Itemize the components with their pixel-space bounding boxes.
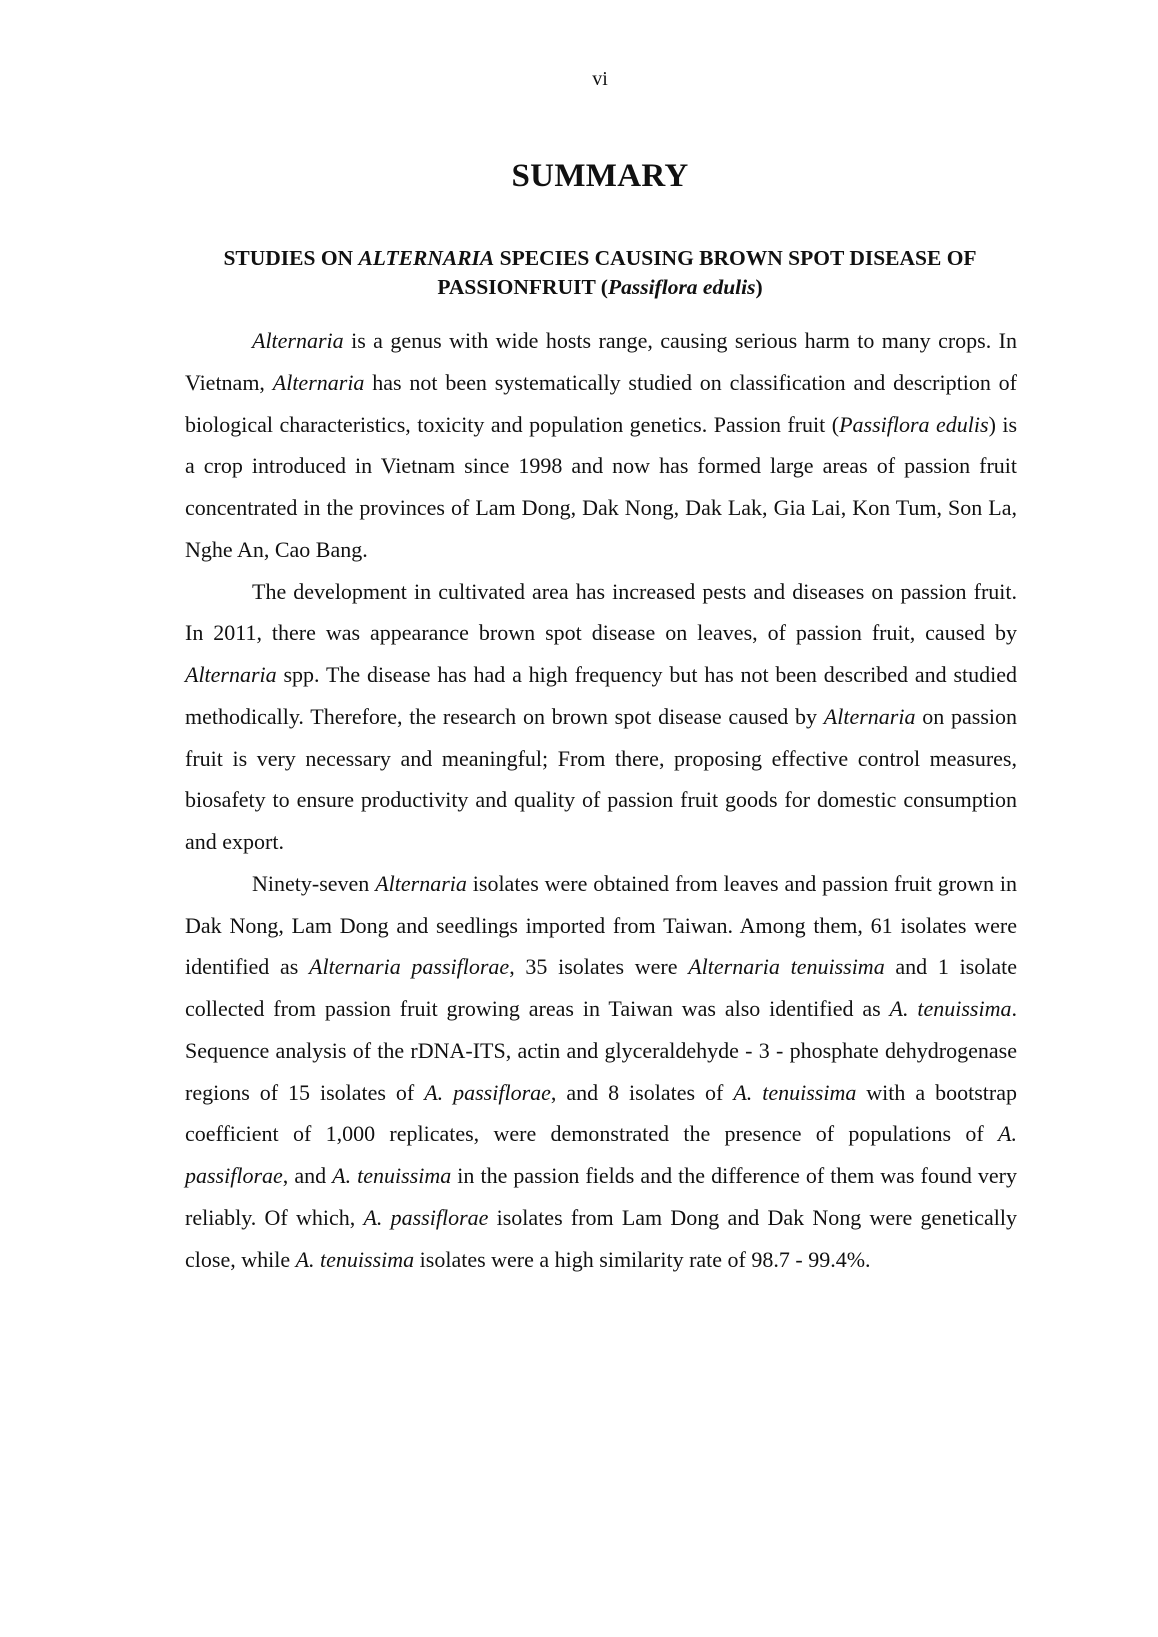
- text-segment: spp. The disease has had a high frequency but has not been described and studied methodically. Therefore, the research on brown spot disease caused by: [185, 662, 1017, 729]
- italic-term: A. tenuissima: [332, 1163, 452, 1188]
- document-subtitle: [190, 244, 1010, 302]
- text-segment: , and 8 isolates of: [550, 1079, 734, 1105]
- paragraph: [185, 863, 1017, 1281]
- subtitle-text: STUDIES ON: [223, 246, 359, 270]
- italic-term: A. passiflorae: [185, 1121, 1017, 1188]
- summary-body: [185, 320, 1017, 1280]
- italic-term: Alternaria: [375, 870, 467, 896]
- page-number: vi: [592, 68, 608, 90]
- italic-term: A. passiflorae: [363, 1204, 489, 1230]
- italic-term: A. tenuissima: [733, 1079, 857, 1105]
- italic-term: Passiflora edulis: [839, 411, 989, 437]
- paragraph: [185, 320, 1017, 571]
- italic-term: A. tenuissima: [295, 1246, 415, 1272]
- subtitle-genus: ALTERNARIA: [358, 246, 495, 270]
- text-segment: isolates from Lam Dong and Dak Nong were genetically close, while: [185, 1204, 1017, 1272]
- text-segment: . Sequence analysis of the rDNA-ITS, actin and glyceraldehyde - 3 - phosphate dehydrogenase regions of 15 isolates of: [185, 996, 1017, 1105]
- italic-term: A. passiflorae: [424, 1079, 551, 1105]
- text-segment: , 35 isolates were: [509, 954, 689, 980]
- text-segment: The development in cultivated area has increased pests and diseases on passion fruit. In 2011, there was appearance brown spot disease on leaves, of passion fruit, caused by: [185, 578, 1017, 646]
- text-segment: isolates were a high similarity rate of 98.7 - 99.4%.: [414, 1246, 871, 1272]
- text-segment: on passion fruit is very necessary and meaningful; From there, proposing effective control measures, biosafety to ensure productivity and quality of passion fruit goods for domestic consumption and export.: [185, 703, 1017, 854]
- paragraph: [185, 571, 1017, 863]
- italic-term: Alternaria: [252, 328, 344, 353]
- text-segment: Ninety-seven: [252, 870, 376, 896]
- text-segment: in the passion fields and the difference of them was found very reliably. Of which,: [185, 1163, 1017, 1230]
- text-segment: , and: [282, 1163, 333, 1188]
- text-segment: and 1 isolate collected from passion fruit growing areas in Taiwan was also identified as: [185, 954, 1017, 1021]
- subtitle-text: SPECIES CAUSING BROWN SPOT DISEASE OF PASSIONFRUIT (: [437, 246, 977, 299]
- text-segment: is a genus with wide hosts range, causing serious harm to many crops. In Vietnam,: [185, 328, 1017, 395]
- text-segment: has not been systematically studied on classification and description of biological characteristics, toxicity and population genetics. Passion fruit (: [185, 369, 1017, 437]
- text-segment: isolates were obtained from leaves and passion fruit grown in Dak Nong, Lam Dong and seedlings imported from Taiwan. Among them, 61 isolates were identified as: [185, 870, 1018, 980]
- italic-term: Alternaria: [823, 703, 916, 729]
- page-title: SUMMARY: [511, 158, 689, 194]
- text-segment: ) is a crop introduced in Vietnam since 1998 and now has formed large areas of passion fruit concentrated in the provinces of Lam Dong, Dak Nong, Dak Lak, Gia Lai, Kon Tum, Son La, Nghe An, Cao Bang.: [185, 411, 1018, 562]
- subtitle-species: Passiflora edulis: [607, 275, 756, 299]
- italic-term: Alternaria tenuissima: [688, 954, 885, 980]
- text-segment: with a bootstrap coefficient of 1,000 replicates, were demonstrated the presence of populations of: [185, 1079, 1017, 1147]
- italic-term: Alternaria: [185, 662, 277, 687]
- subtitle-text: ): [755, 275, 763, 299]
- italic-term: A. tenuissima: [889, 996, 1012, 1021]
- italic-term: Alternaria: [272, 369, 365, 395]
- italic-term: Alternaria passiflorae: [309, 954, 510, 980]
